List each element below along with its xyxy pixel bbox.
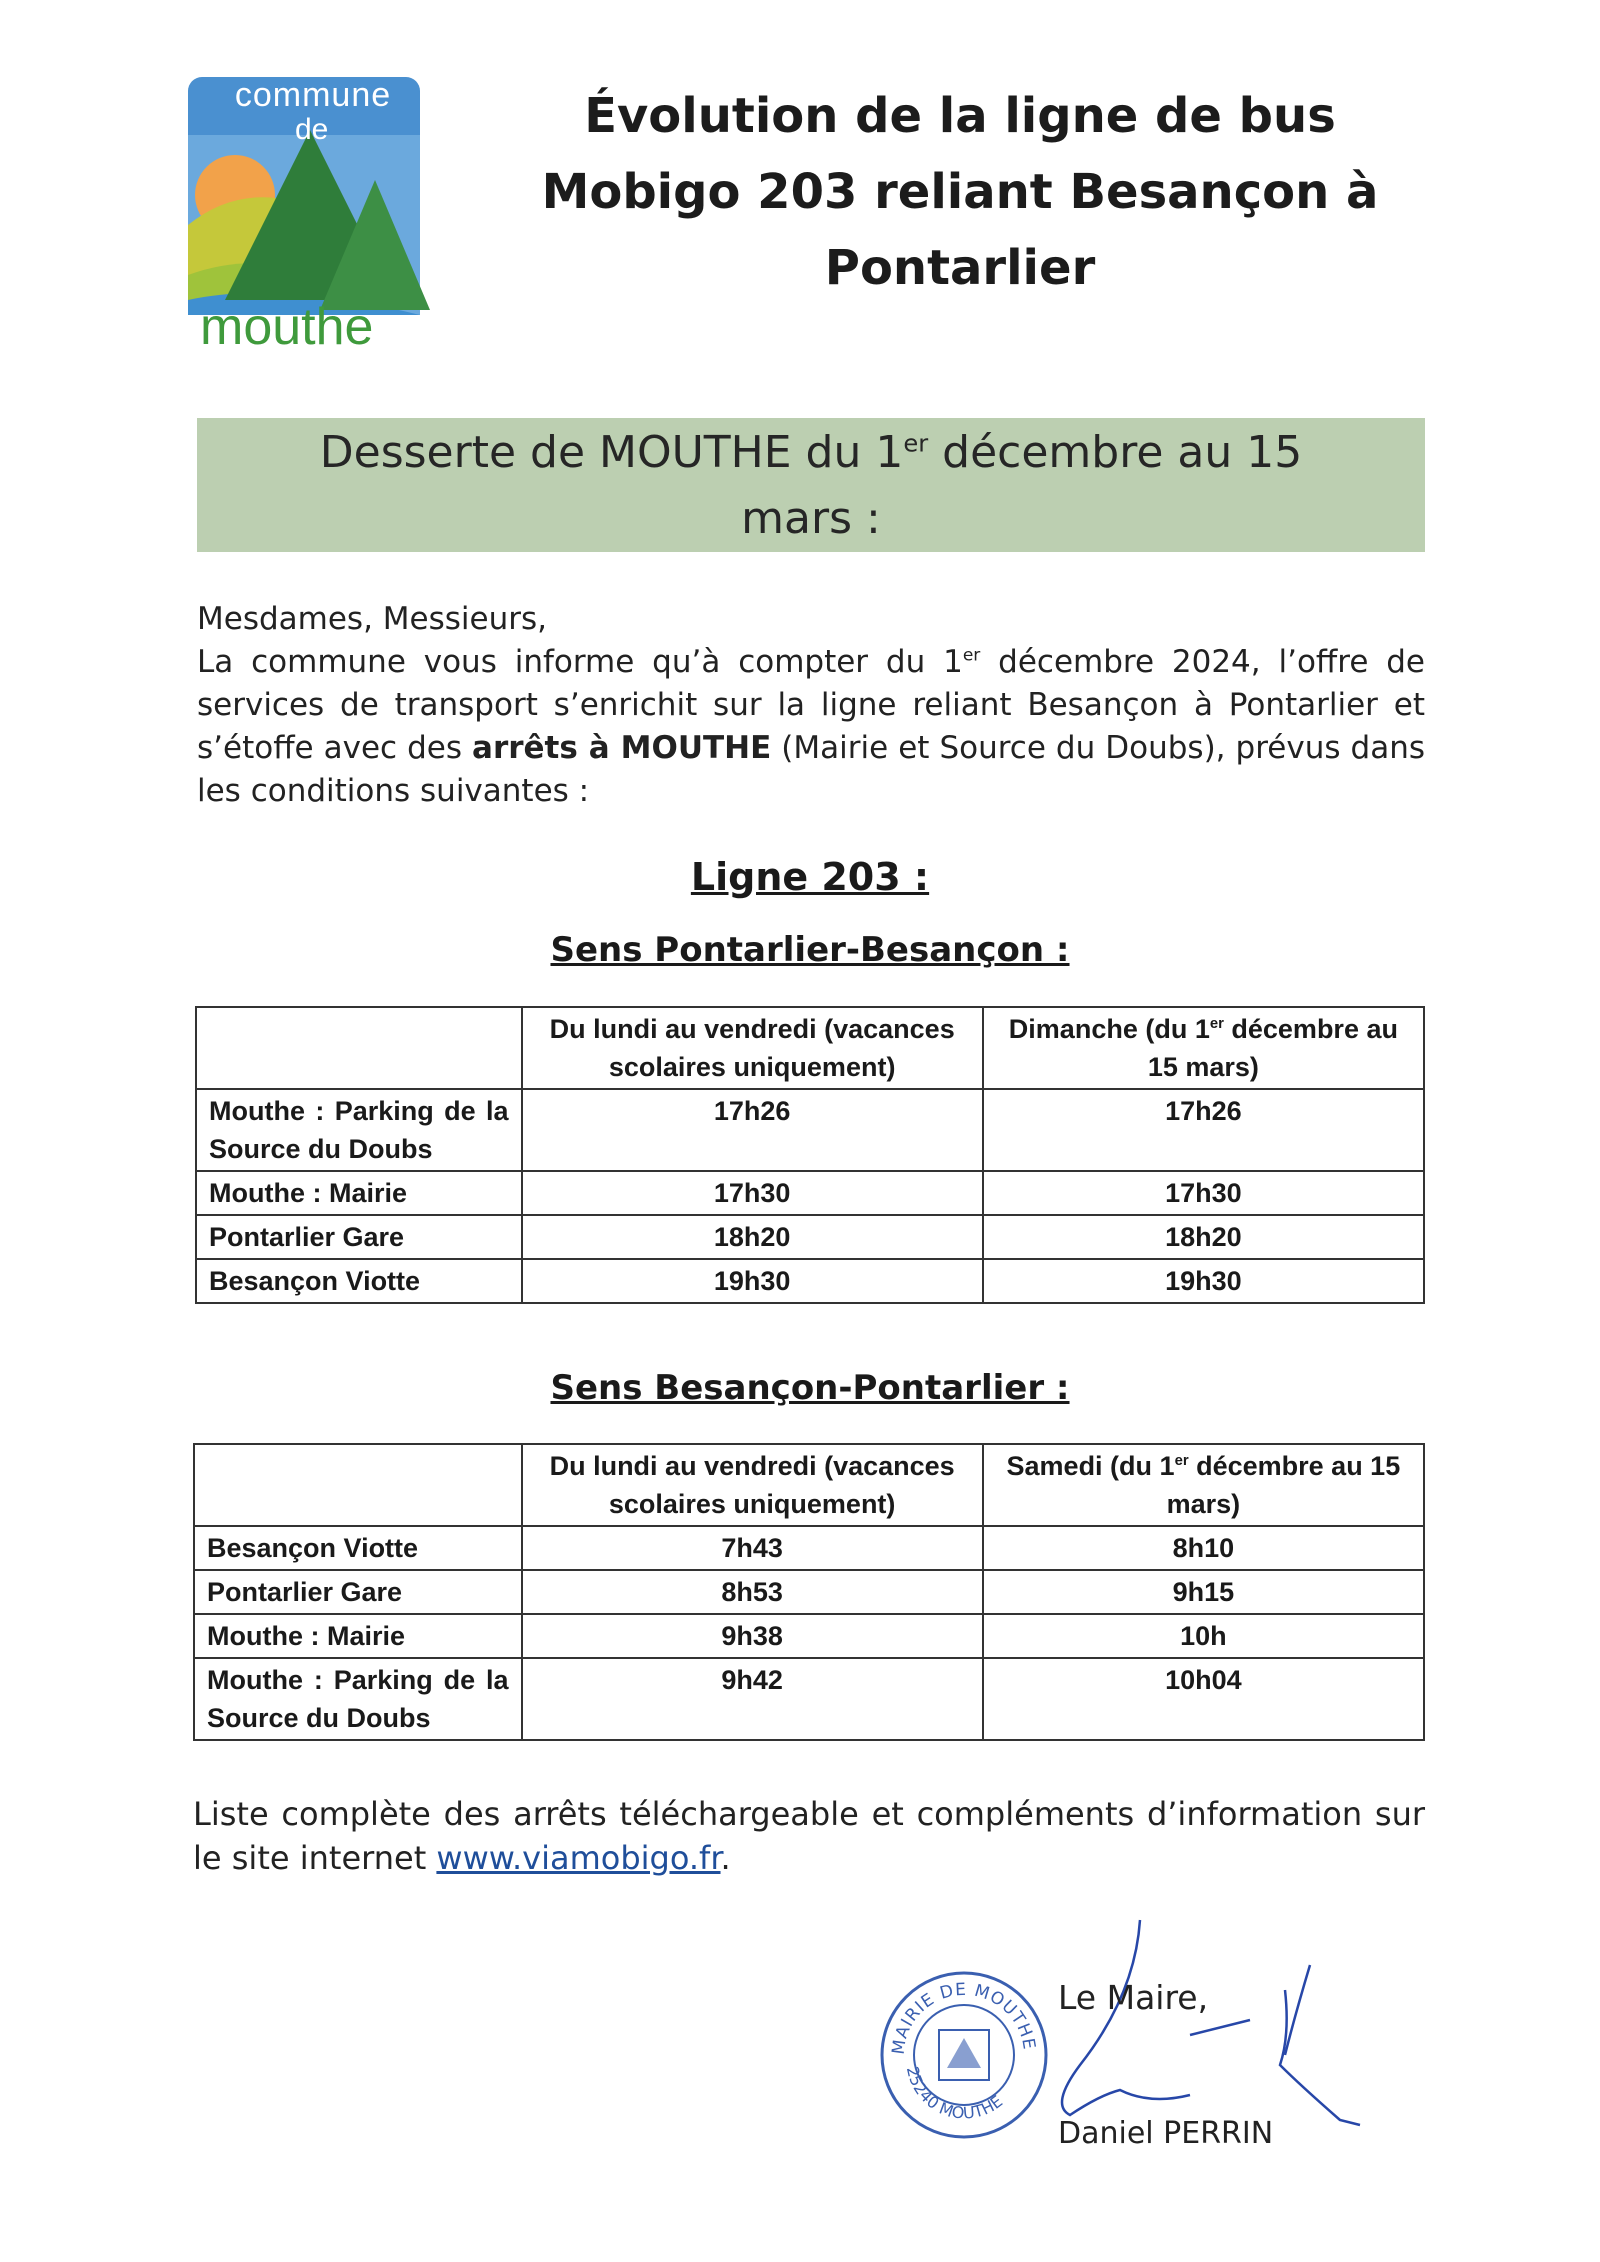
stamp-graphic	[877, 1968, 1052, 2143]
handwritten-signature	[1040, 1915, 1380, 2135]
table-header-row	[194, 1444, 1424, 1526]
intro-part-c: (Mairie et Source du Doubs), prévus dans les conditions suivantes :	[197, 730, 1425, 809]
header-empty-cell	[196, 1007, 522, 1089]
title-line-2: Mobigo 203 reliant Besançon à	[541, 164, 1379, 220]
intro-part-b: décembre 2024, l’offre de services de transport s’enrichit sur la ligne reliant Besançon à Pontarlier et s’étoffe avec des	[197, 644, 1426, 766]
intro-paragraph	[197, 641, 1425, 813]
time-cell: 9h15	[983, 1570, 1424, 1614]
time-cell: 18h20	[522, 1215, 983, 1259]
stop-cell	[194, 1658, 522, 1740]
time-cell: 8h10	[983, 1526, 1424, 1570]
logo-text-bottom: mouthe	[200, 298, 374, 356]
stop-name: Mouthe : Parking de la Source du Doubs	[209, 1096, 509, 1164]
stop-cell: Mouthe : Mairie	[196, 1171, 522, 1215]
footer-sentence: Liste complète des arrêts téléchargeable et compléments d’information sur le site internet	[193, 1795, 1425, 1877]
table1-heading: Sens Pontarlier-Besançon :	[550, 930, 1070, 970]
banner-sup: er	[903, 429, 929, 458]
time-cell: 8h53	[522, 1570, 983, 1614]
time-cell: 9h42	[522, 1658, 983, 1740]
table2-heading: Sens Besançon-Pontarlier :	[550, 1368, 1070, 1408]
time-cell: 17h26	[983, 1089, 1424, 1171]
greeting: Mesdames, Messieurs,	[197, 601, 547, 637]
intro-sup: er	[962, 645, 981, 666]
logo-text-de: de	[295, 113, 329, 146]
header-saturday-b: décembre au 15 mars)	[1166, 1451, 1401, 1519]
header-sunday-sup: er	[1209, 1016, 1224, 1032]
stop-cell: Mouthe : Mairie	[194, 1614, 522, 1658]
banner-text-a: Desserte de MOUTHE du 1	[319, 427, 904, 478]
banner-line-2: mars :	[741, 493, 881, 544]
table-row	[196, 1215, 1424, 1259]
stop-cell: Besançon Viotte	[194, 1526, 522, 1570]
document-title	[480, 78, 1440, 306]
header-saturday-a: Samedi (du 1	[1006, 1451, 1175, 1481]
intro-bold: arrêts à MOUTHE	[472, 730, 772, 766]
service-banner	[197, 418, 1425, 552]
timetable-pontarlier-besancon	[195, 1006, 1425, 1304]
header-sunday	[983, 1007, 1424, 1089]
stop-cell: Besançon Viotte	[196, 1259, 522, 1303]
header-sunday-b: décembre au 15 mars)	[1147, 1014, 1398, 1082]
commune-logo	[180, 75, 440, 370]
line-title: Ligne 203 :	[690, 855, 930, 899]
stop-cell: Pontarlier Gare	[196, 1215, 522, 1259]
header-weekday: Du lundi au vendredi (vacances scolaires uniquement)	[522, 1007, 983, 1089]
stop-cell: Pontarlier Gare	[194, 1570, 522, 1614]
time-cell: 17h30	[522, 1171, 983, 1215]
time-cell: 7h43	[522, 1526, 983, 1570]
table-row	[194, 1614, 1424, 1658]
website-link[interactable]: www.viamobigo.fr	[436, 1839, 721, 1877]
stop-cell	[196, 1089, 522, 1171]
header-saturday-sup: er	[1174, 1453, 1189, 1469]
table-row	[196, 1089, 1424, 1171]
mairie-stamp	[877, 1968, 1052, 2143]
header-weekday: Du lundi au vendredi (vacances scolaires uniquement)	[522, 1444, 983, 1526]
table-row	[196, 1171, 1424, 1215]
table-row	[194, 1526, 1424, 1570]
table-row	[194, 1570, 1424, 1614]
time-cell: 19h30	[983, 1259, 1424, 1303]
time-cell: 17h30	[983, 1171, 1424, 1215]
header-empty-cell	[194, 1444, 522, 1526]
footer-end: .	[720, 1839, 731, 1877]
time-cell: 10h	[983, 1614, 1424, 1658]
stamp-text-top: MAIRIE DE MOUTHE	[888, 1979, 1039, 2056]
intro-text	[197, 598, 1425, 813]
intro-part-a: La commune vous informe qu’à compter du 1	[197, 644, 963, 680]
signature-role: Le Maire,	[1058, 1978, 1209, 2017]
footer-text	[193, 1792, 1425, 1880]
title-line-3: Pontarlier	[824, 240, 1096, 296]
title-line-1: Évolution de la ligne de bus	[584, 88, 1336, 144]
table-header-row	[196, 1007, 1424, 1089]
banner-text-b: décembre au 15	[928, 427, 1303, 478]
banner-text	[197, 418, 1425, 552]
table-row	[196, 1259, 1424, 1303]
signature-name: Daniel PERRIN	[1058, 2116, 1274, 2151]
stop-name: Mouthe : Parking de la Source du Doubs	[207, 1665, 509, 1733]
time-cell: 9h38	[522, 1614, 983, 1658]
time-cell: 18h20	[983, 1215, 1424, 1259]
logo-text-top: commune	[234, 76, 392, 114]
time-cell: 10h04	[983, 1658, 1424, 1740]
timetable-besancon-pontarlier	[193, 1443, 1425, 1741]
table-row	[194, 1658, 1424, 1740]
header-saturday	[983, 1444, 1424, 1526]
stamp-text-bottom: 25240 MOUTHE	[902, 2064, 1007, 2123]
time-cell: 19h30	[522, 1259, 983, 1303]
header-sunday-a: Dimanche (du 1	[1008, 1014, 1210, 1044]
time-cell: 17h26	[522, 1089, 983, 1171]
